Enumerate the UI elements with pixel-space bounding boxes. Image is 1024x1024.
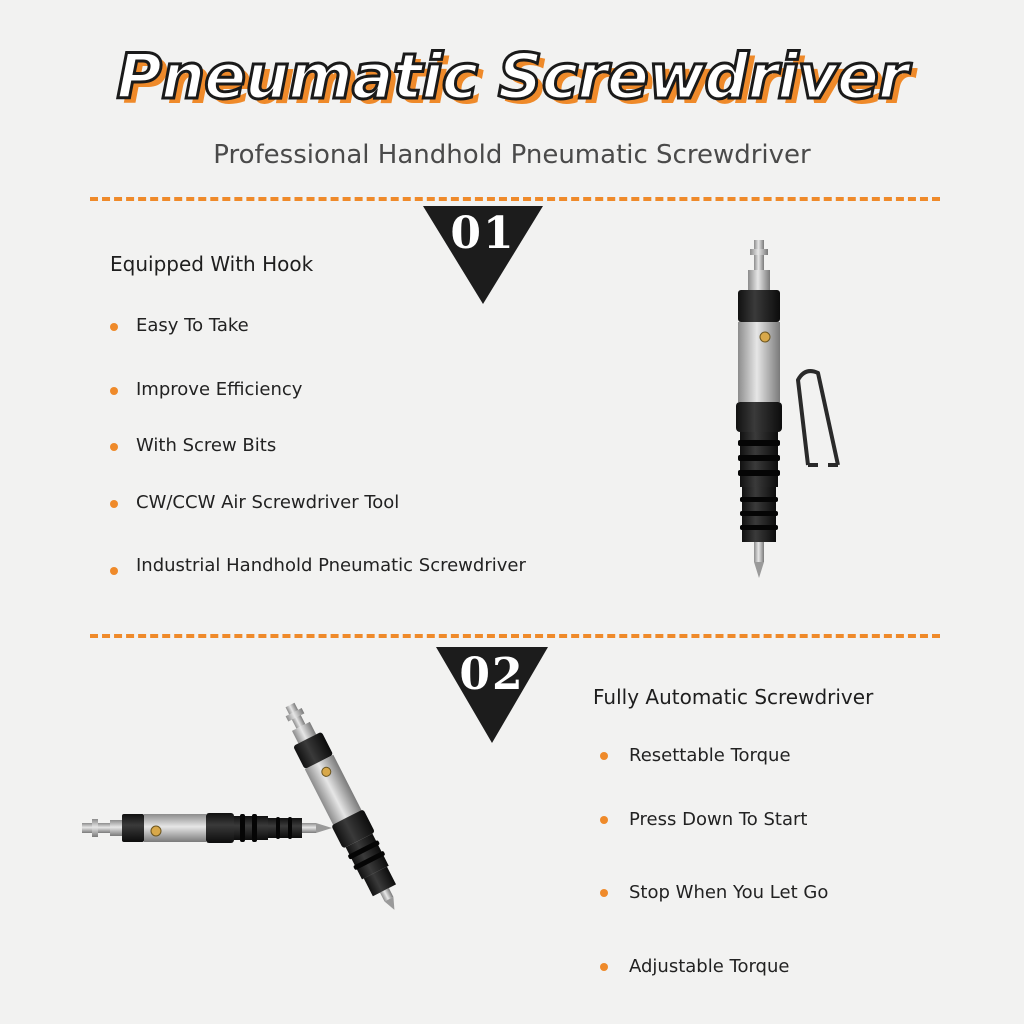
section-1-item: Easy To Take	[136, 315, 249, 336]
page-title: Pneumatic Screwdriver	[116, 40, 908, 113]
section-2-item: Stop When You Let Go	[629, 882, 829, 903]
section-2-item: Press Down To Start	[629, 809, 808, 830]
bullet-dot	[600, 889, 608, 897]
section-1-badge	[423, 206, 543, 306]
page-subtitle: Professional Handhold Pneumatic Screwdriver	[213, 140, 811, 170]
bullet-dot	[600, 963, 608, 971]
section-2-number: 02	[459, 649, 525, 700]
bullet-dot	[110, 323, 118, 331]
section-1-number: 01	[450, 208, 516, 259]
screwdriver-vertical-image	[710, 235, 850, 585]
section-2-heading: Fully Automatic Screwdriver	[593, 685, 874, 709]
section-1-item: With Screw Bits	[136, 435, 277, 456]
bullet-dot	[600, 816, 608, 824]
divider-middle	[90, 634, 940, 638]
bullet-dot	[600, 752, 608, 760]
bullet-dot	[110, 567, 118, 575]
bullet-dot	[110, 387, 118, 395]
section-1-item: Improve Efficiency	[136, 379, 303, 400]
divider-top	[90, 197, 940, 201]
section-2-item: Adjustable Torque	[629, 956, 790, 977]
section-1-item: CW/CCW Air Screwdriver Tool	[136, 492, 400, 513]
screwdriver-diagonal-image	[260, 700, 460, 920]
bullet-dot	[110, 443, 118, 451]
section-1-item: Industrial Handhold Pneumatic Screwdriver	[136, 555, 526, 576]
section-2-item: Resettable Torque	[629, 745, 791, 766]
bullet-dot	[110, 500, 118, 508]
section-1-heading: Equipped With Hook	[110, 252, 314, 276]
